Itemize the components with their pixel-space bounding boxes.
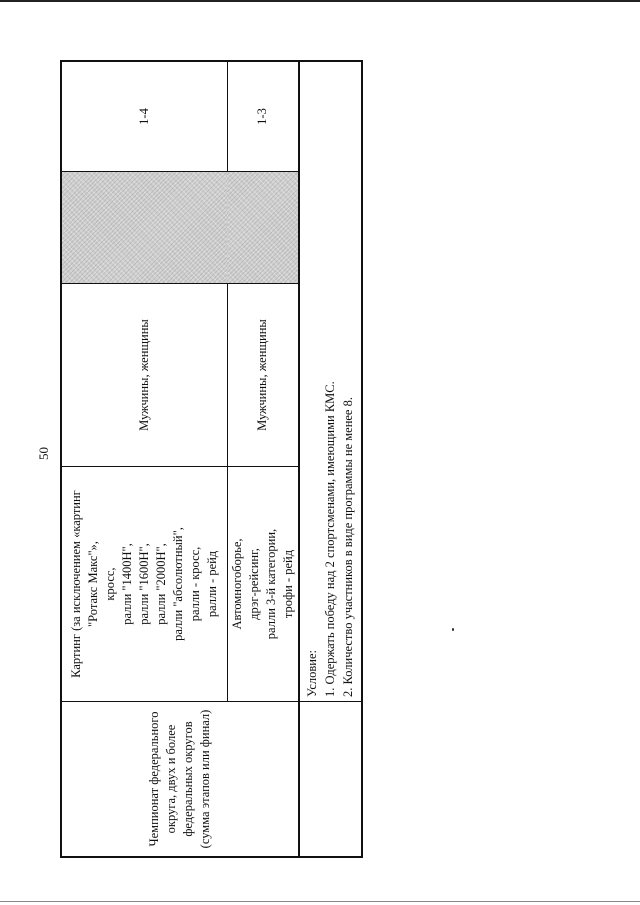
competition-cell: Чемпионат федерального округа, двух и более федеральных округов (сумма этапов или финал) — [62, 701, 298, 856]
page-bottom-edge — [0, 901, 640, 902]
disciplines-cell: Автомногоборье, дрэг-рейсинг, ралли 3-й категории, трофи - рейд — [227, 466, 298, 701]
conditions-title: Условие: — [305, 650, 319, 697]
shaded-cell — [62, 171, 227, 283]
places-cell: 1-3 — [255, 108, 269, 125]
condition-item: 2. Количество участников в виде программы не менее 8. — [341, 397, 355, 697]
disciplines-cell: Картинг (за исключением «картинг "Ротакс Макс"», кросс, ралли "1400Н", ралли "1600Н", ралли "2000Н", ралли "абсолютный", ралли - кросс, ралли - рейд — [62, 466, 227, 701]
rotated-page — [36, 60, 363, 858]
conditions-box — [300, 60, 363, 858]
conditions-text — [300, 62, 361, 702]
shaded-cell — [227, 171, 298, 283]
condition-item: 1. Одержать победу над 2 спортсменами, имеющими КМС. — [323, 381, 337, 697]
scan-speck — [452, 628, 454, 631]
places-cell: 1-4 — [137, 108, 151, 125]
page-top-edge — [0, 0, 640, 2]
page-number: 50 — [36, 447, 51, 460]
gender-cell: Мужчины, женщины — [227, 283, 298, 466]
gender-cell: Мужчины, женщины — [62, 283, 227, 466]
qualification-table — [60, 60, 300, 858]
